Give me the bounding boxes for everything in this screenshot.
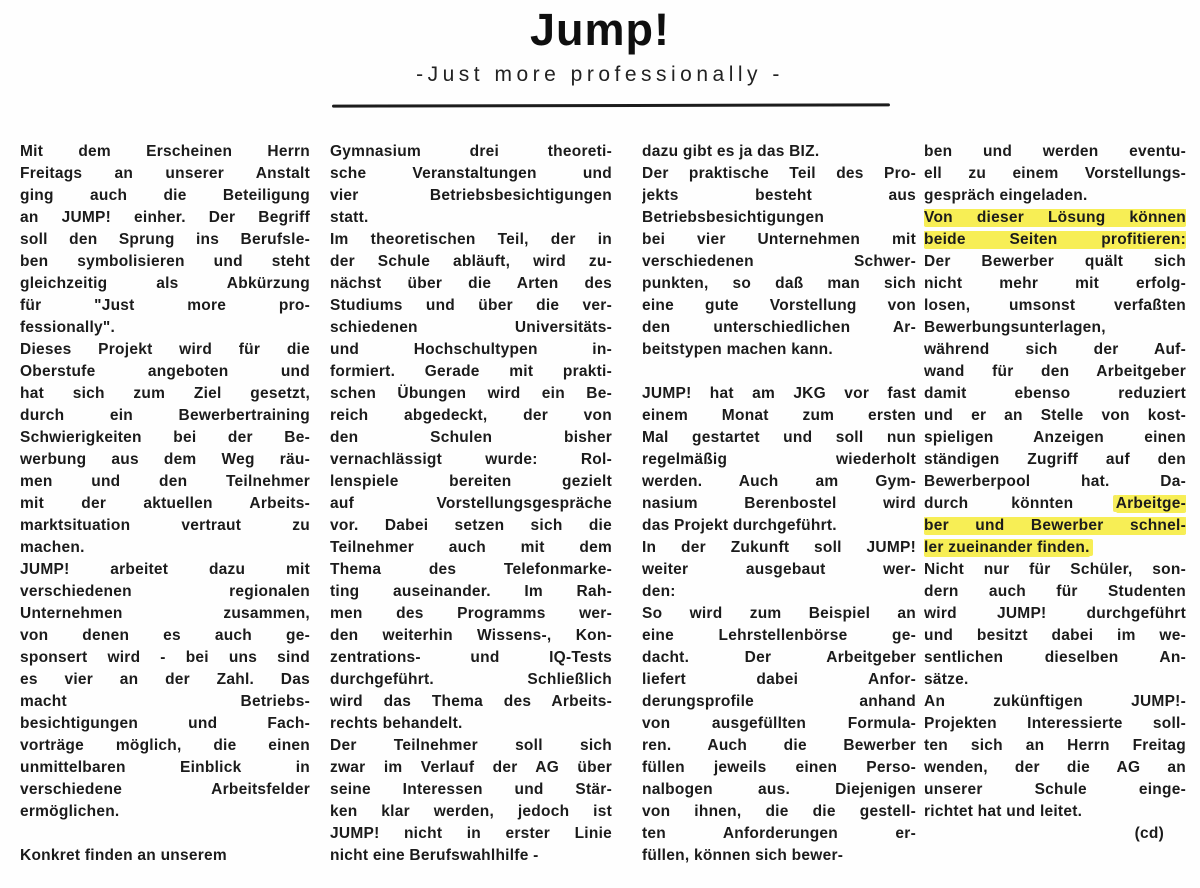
text-line [642, 493, 916, 515]
text-line [20, 735, 310, 757]
column-2 [330, 141, 612, 867]
text-segment: Projekten Interessierte soll- [924, 715, 1186, 732]
text-line [20, 185, 310, 207]
text-line [330, 669, 612, 691]
text-line [330, 801, 612, 823]
text-segment: machen. [20, 539, 85, 556]
text-segment: Gymnasium drei theoreti- [330, 143, 612, 160]
text-segment: von denen es auch ge- [20, 627, 310, 644]
text-segment: der Schule abläuft, wird zu- [330, 253, 612, 270]
text-segment: den: [642, 583, 676, 600]
text-line [20, 757, 310, 779]
text-line [924, 229, 1186, 251]
text-line [330, 845, 612, 867]
text-segment: ten sich an Herrn Freitag [924, 737, 1186, 754]
text-segment: ständigen Zugriff auf den [924, 451, 1186, 468]
text-segment: unserer Schule einge- [924, 781, 1186, 798]
text-line [642, 603, 916, 625]
text-segment: macht Betriebs- [20, 693, 310, 710]
text-line [924, 383, 1186, 405]
text-line [642, 691, 916, 713]
text-segment: werden. Auch am Gym- [642, 473, 916, 490]
text-line [20, 801, 310, 823]
text-segment: wird JUMP! durchgeführt [924, 605, 1186, 622]
text-line [330, 493, 612, 515]
text-line [330, 559, 612, 581]
text-line [642, 713, 916, 735]
text-segment: durch könnten [924, 495, 1116, 512]
text-line [330, 317, 612, 339]
text-line [330, 339, 612, 361]
text-line [642, 471, 916, 493]
text-line [642, 295, 916, 317]
text-segment: füllen, können sich bewer- [642, 847, 844, 864]
text-segment: jekts besteht aus [642, 187, 916, 204]
text-line [330, 273, 612, 295]
text-line [330, 471, 612, 493]
text-line [20, 669, 310, 691]
text-line [20, 603, 310, 625]
text-line [330, 735, 612, 757]
text-line [924, 779, 1186, 801]
text-segment: richtet hat und leitet. [924, 803, 1083, 820]
text-line [924, 295, 1186, 317]
text-segment: es vier an der Zahl. Das [20, 671, 310, 688]
text-line [20, 273, 310, 295]
text-segment: unmittelbaren Einblick in [20, 759, 310, 776]
text-segment: gespräch eingeladen. [924, 187, 1088, 204]
text-line [642, 647, 916, 669]
text-line [924, 449, 1186, 471]
text-segment: Der Teilnehmer soll sich [330, 737, 612, 754]
text-line [330, 823, 612, 845]
text-line [642, 823, 916, 845]
text-segment: nächst über die Arten des [330, 275, 612, 292]
text-segment: zwar im Verlauf der AG über [330, 759, 612, 776]
text-line [642, 625, 916, 647]
text-segment: soll den Sprung ins Berufsle- [20, 231, 310, 248]
text-line [924, 471, 1186, 493]
text-segment: vier Betriebsbesichtigungen [330, 187, 612, 204]
text-line [20, 845, 310, 867]
text-segment: ken klar werden, jedoch ist [330, 803, 612, 820]
text-segment: und er an Stelle von kost- [924, 407, 1186, 424]
text-segment: derungsprofile anhand [642, 693, 916, 710]
text-line [330, 229, 612, 251]
text-segment: ren. Auch die Bewerber [642, 737, 916, 754]
text-segment: zentrations- und IQ-Tests [330, 649, 612, 666]
text-segment: Konkret finden an unserem [20, 847, 227, 864]
text-line [924, 625, 1186, 647]
text-line [924, 691, 1186, 713]
text-segment: fessionally". [20, 319, 116, 336]
text-line [330, 449, 612, 471]
text-segment: Mit dem Erscheinen Herrn [20, 143, 310, 160]
text-segment: verschiedenen regionalen [20, 583, 310, 600]
text-segment: besichtigungen und Fach- [20, 715, 310, 732]
text-line [642, 669, 916, 691]
text-line [330, 625, 612, 647]
article-header [0, 6, 1200, 87]
text-line [330, 141, 612, 163]
text-segment: sche Veranstaltungen und [330, 165, 612, 182]
text-segment: ben und werden eventu- [924, 143, 1186, 160]
text-segment: Betriebsbesichtigungen [642, 209, 825, 226]
text-line [642, 185, 916, 207]
text-line [330, 295, 612, 317]
text-line [642, 515, 916, 537]
text-segment: werbung aus dem Weg räu- [20, 451, 310, 468]
text-segment: von ihnen, die die gestell- [642, 803, 916, 820]
text-segment: einem Monat zum ersten [642, 407, 916, 424]
text-line [20, 515, 310, 537]
text-segment: Oberstufe angeboten und [20, 363, 310, 380]
text-line [924, 735, 1186, 757]
header-divider [332, 103, 890, 107]
text-line [924, 801, 1186, 823]
text-segment: statt. [330, 209, 369, 226]
text-segment: den unterschiedlichen Ar- [642, 319, 916, 336]
text-segment: eine Lehrstellenbörse ge- [642, 627, 916, 644]
text-line [20, 779, 310, 801]
text-line [20, 493, 310, 515]
text-line [924, 713, 1186, 735]
text-line [20, 405, 310, 427]
text-line [924, 559, 1186, 581]
text-line [642, 229, 916, 251]
text-segment: rechts behandelt. [330, 715, 463, 732]
text-segment: vor. Dabei setzen sich die [330, 517, 612, 534]
highlighted-text: ler zueinander finden. [924, 539, 1090, 556]
text-line [924, 515, 1186, 537]
text-segment: beitstypen machen kann. [642, 341, 833, 358]
text-segment: eine gute Vorstellung von [642, 297, 916, 314]
text-line [924, 427, 1186, 449]
text-segment: Mal gestartet und soll nun [642, 429, 916, 446]
text-segment: an JUMP! einher. Der Begriff [20, 209, 310, 226]
text-line [330, 537, 612, 559]
text-segment: Der praktische Teil des Pro- [642, 165, 916, 182]
article-title: Jump! [530, 4, 670, 55]
text-segment: durch ein Bewerbertraining [20, 407, 310, 424]
text-segment: Freitags an unserer Anstalt [20, 165, 310, 182]
text-segment: Im theoretischen Teil, der in [330, 231, 612, 248]
text-line [642, 757, 916, 779]
text-line [330, 647, 612, 669]
text-segment: schen Übungen wird ein Be- [330, 385, 612, 402]
text-line [20, 713, 310, 735]
text-line [642, 537, 916, 559]
text-segment: vorträge möglich, die einen [20, 737, 310, 754]
text-segment: dazu gibt es ja das BIZ. [642, 143, 820, 160]
text-segment: gleichzeitig als Abkürzung [20, 275, 310, 292]
text-line [924, 537, 1186, 559]
text-segment: ting auseinander. Im Rah- [330, 583, 612, 600]
text-segment: den Schulen bisher [330, 429, 612, 446]
text-segment: losen, umsonst verfaßten [924, 297, 1186, 314]
article-subtitle: -Just more professionally - [416, 63, 784, 86]
column-3 [642, 141, 916, 867]
text-line [642, 251, 916, 273]
text-segment: sponsert wird - bei uns sind [20, 649, 310, 666]
text-segment: weiter ausgebaut wer- [642, 561, 916, 578]
text-segment: für "Just more pro- [20, 297, 310, 314]
text-segment: mit der aktuellen Arbeits- [20, 495, 310, 512]
text-segment: schiedenen Universitäts- [330, 319, 612, 336]
text-line [20, 339, 310, 361]
text-segment: und Hochschultypen in- [330, 341, 612, 358]
text-segment: An zukünftigen JUMP!- [924, 693, 1186, 710]
text-line [642, 559, 916, 581]
text-segment: sätze. [924, 671, 969, 688]
text-segment: Teilnehmer auch mit dem [330, 539, 612, 556]
highlighted-text: ber und Bewerber schnel- [924, 517, 1186, 534]
text-line [20, 141, 310, 163]
text-line [924, 493, 1186, 515]
text-line [20, 361, 310, 383]
text-segment: Studiums und über die ver- [330, 297, 612, 314]
text-segment: und besitzt dabei im we- [924, 627, 1186, 644]
text-line [20, 625, 310, 647]
text-line [20, 251, 310, 273]
text-segment: verschiedene Arbeitsfelder [20, 781, 310, 798]
highlighted-text: Arbeitge- [1115, 495, 1186, 512]
text-line [20, 471, 310, 493]
text-line [20, 823, 310, 845]
text-line [330, 185, 612, 207]
text-segment: nalbogen aus. Diejenigen [642, 781, 916, 798]
text-segment: ell zu einem Vorstellungs- [924, 165, 1186, 182]
text-segment: nicht mehr mit erfolg- [924, 275, 1186, 292]
text-line [330, 251, 612, 273]
text-segment: wird das Thema des Arbeits- [330, 693, 612, 710]
text-line [20, 427, 310, 449]
text-segment: durchgeführt. Schließlich [330, 671, 612, 688]
text-line [924, 273, 1186, 295]
text-segment: reich abgedeckt, der von [330, 407, 612, 424]
text-segment: ben symbolisieren und steht [20, 253, 310, 270]
text-line [642, 361, 916, 383]
text-line [330, 515, 612, 537]
text-segment: nicht eine Berufswahlhilfe - [330, 847, 539, 864]
text-segment: So wird zum Beispiel an [642, 605, 916, 622]
text-line [20, 647, 310, 669]
text-segment: verschiedenen Schwer- [642, 253, 916, 270]
text-segment: JUMP! hat am JKG vor fast [642, 385, 916, 402]
text-segment: Thema des Telefonmarke- [330, 561, 612, 578]
text-line [20, 581, 310, 603]
text-line [642, 801, 916, 823]
text-line [642, 427, 916, 449]
text-segment: füllen jeweils einen Perso- [642, 759, 916, 776]
text-line [924, 823, 1186, 845]
text-line [330, 361, 612, 383]
text-line [642, 339, 916, 361]
text-line [924, 185, 1186, 207]
text-segment: den weiterhin Wissens-, Kon- [330, 627, 612, 644]
text-line [642, 779, 916, 801]
text-segment: auf Vorstellungsgespräche [330, 495, 612, 512]
text-line [924, 647, 1186, 669]
text-segment: wenden, der die AG an [924, 759, 1186, 776]
text-line [330, 779, 612, 801]
text-line [330, 427, 612, 449]
text-line [642, 207, 916, 229]
text-segment: Bewerbungsunterlagen, [924, 319, 1106, 336]
text-segment: hat sich zum Ziel gesetzt, [20, 385, 310, 402]
text-line [924, 581, 1186, 603]
text-line [924, 317, 1186, 339]
text-segment: marktsituation vertraut zu [20, 517, 310, 534]
text-line [924, 141, 1186, 163]
text-line [330, 383, 612, 405]
text-line [20, 317, 310, 339]
text-line [330, 713, 612, 735]
text-line [924, 603, 1186, 625]
text-segment: formiert. Gerade mit prakti- [330, 363, 612, 380]
text-segment: JUMP! arbeitet dazu mit [20, 561, 310, 578]
text-line [642, 317, 916, 339]
text-segment: regelmäßig wiederholt [642, 451, 916, 468]
text-segment: In der Zukunft soll JUMP! [642, 539, 916, 556]
text-segment: Dieses Projekt wird für die [20, 341, 310, 358]
text-segment: ermöglichen. [20, 803, 120, 820]
text-line [20, 559, 310, 581]
text-line [924, 163, 1186, 185]
text-line [642, 845, 916, 867]
text-line [330, 757, 612, 779]
column-1 [20, 141, 310, 867]
highlighted-text: Von dieser Lösung können [924, 209, 1186, 226]
text-line [330, 207, 612, 229]
text-segment: dacht. Der Arbeitgeber [642, 649, 916, 666]
text-line [924, 251, 1186, 273]
text-line [642, 735, 916, 757]
text-segment: ten Anforderungen er- [642, 825, 916, 842]
text-line [20, 163, 310, 185]
text-segment: während sich der Auf- [924, 341, 1186, 358]
text-line [330, 691, 612, 713]
text-segment: bei vier Unternehmen mit [642, 231, 916, 248]
text-segment: Schwierigkeiten bei der Be- [20, 429, 310, 446]
text-segment: liefert dabei Anfor- [642, 671, 916, 688]
text-line [642, 449, 916, 471]
text-segment: JUMP! nicht in erster Linie [330, 825, 612, 842]
text-segment: spieligen Anzeigen einen [924, 429, 1186, 446]
text-line [642, 163, 916, 185]
text-line [20, 207, 310, 229]
text-segment: (cd) [1134, 825, 1164, 842]
text-line [924, 669, 1186, 691]
text-segment: sentlichen dieselben An- [924, 649, 1186, 666]
text-segment: Nicht nur für Schüler, son- [924, 561, 1186, 578]
text-segment: punkten, so daß man sich [642, 275, 916, 292]
text-line [642, 273, 916, 295]
text-line [924, 405, 1186, 427]
text-segment: Unternehmen zusammen, [20, 605, 310, 622]
text-segment: vernachlässigt wurde: Rol- [330, 451, 612, 468]
text-segment: men des Programms wer- [330, 605, 612, 622]
text-segment: von ausgefüllten Formula- [642, 715, 916, 732]
text-line [20, 691, 310, 713]
text-line [642, 383, 916, 405]
text-line [642, 581, 916, 603]
text-segment: Bewerberpool hat. Da- [924, 473, 1186, 490]
text-line [20, 383, 310, 405]
text-line [20, 295, 310, 317]
text-line [330, 405, 612, 427]
text-line [924, 757, 1186, 779]
text-line [330, 581, 612, 603]
text-segment: dern auch für Studenten [924, 583, 1186, 600]
text-segment: damit ebenso reduziert [924, 385, 1186, 402]
text-segment: lenspiele bereiten gezielt [330, 473, 612, 490]
text-line [924, 207, 1186, 229]
text-line [330, 603, 612, 625]
text-segment: ging auch die Beteiligung [20, 187, 310, 204]
text-line [20, 537, 310, 559]
highlighted-text: beide Seiten profitieren: [924, 231, 1186, 248]
text-segment: seine Interessen und Stär- [330, 781, 612, 798]
text-line [642, 405, 916, 427]
text-line [642, 141, 916, 163]
text-segment: wand für den Arbeitgeber [924, 363, 1186, 380]
text-line [924, 361, 1186, 383]
text-line [20, 229, 310, 251]
text-line [924, 339, 1186, 361]
text-line [20, 449, 310, 471]
text-segment: Der Bewerber quält sich [924, 253, 1186, 270]
text-segment: men und den Teilnehmer [20, 473, 310, 490]
text-segment: das Projekt durchgeführt. [642, 517, 837, 534]
column-4 [924, 141, 1186, 845]
text-line [330, 163, 612, 185]
text-segment: nasium Berenbostel wird [642, 495, 916, 512]
